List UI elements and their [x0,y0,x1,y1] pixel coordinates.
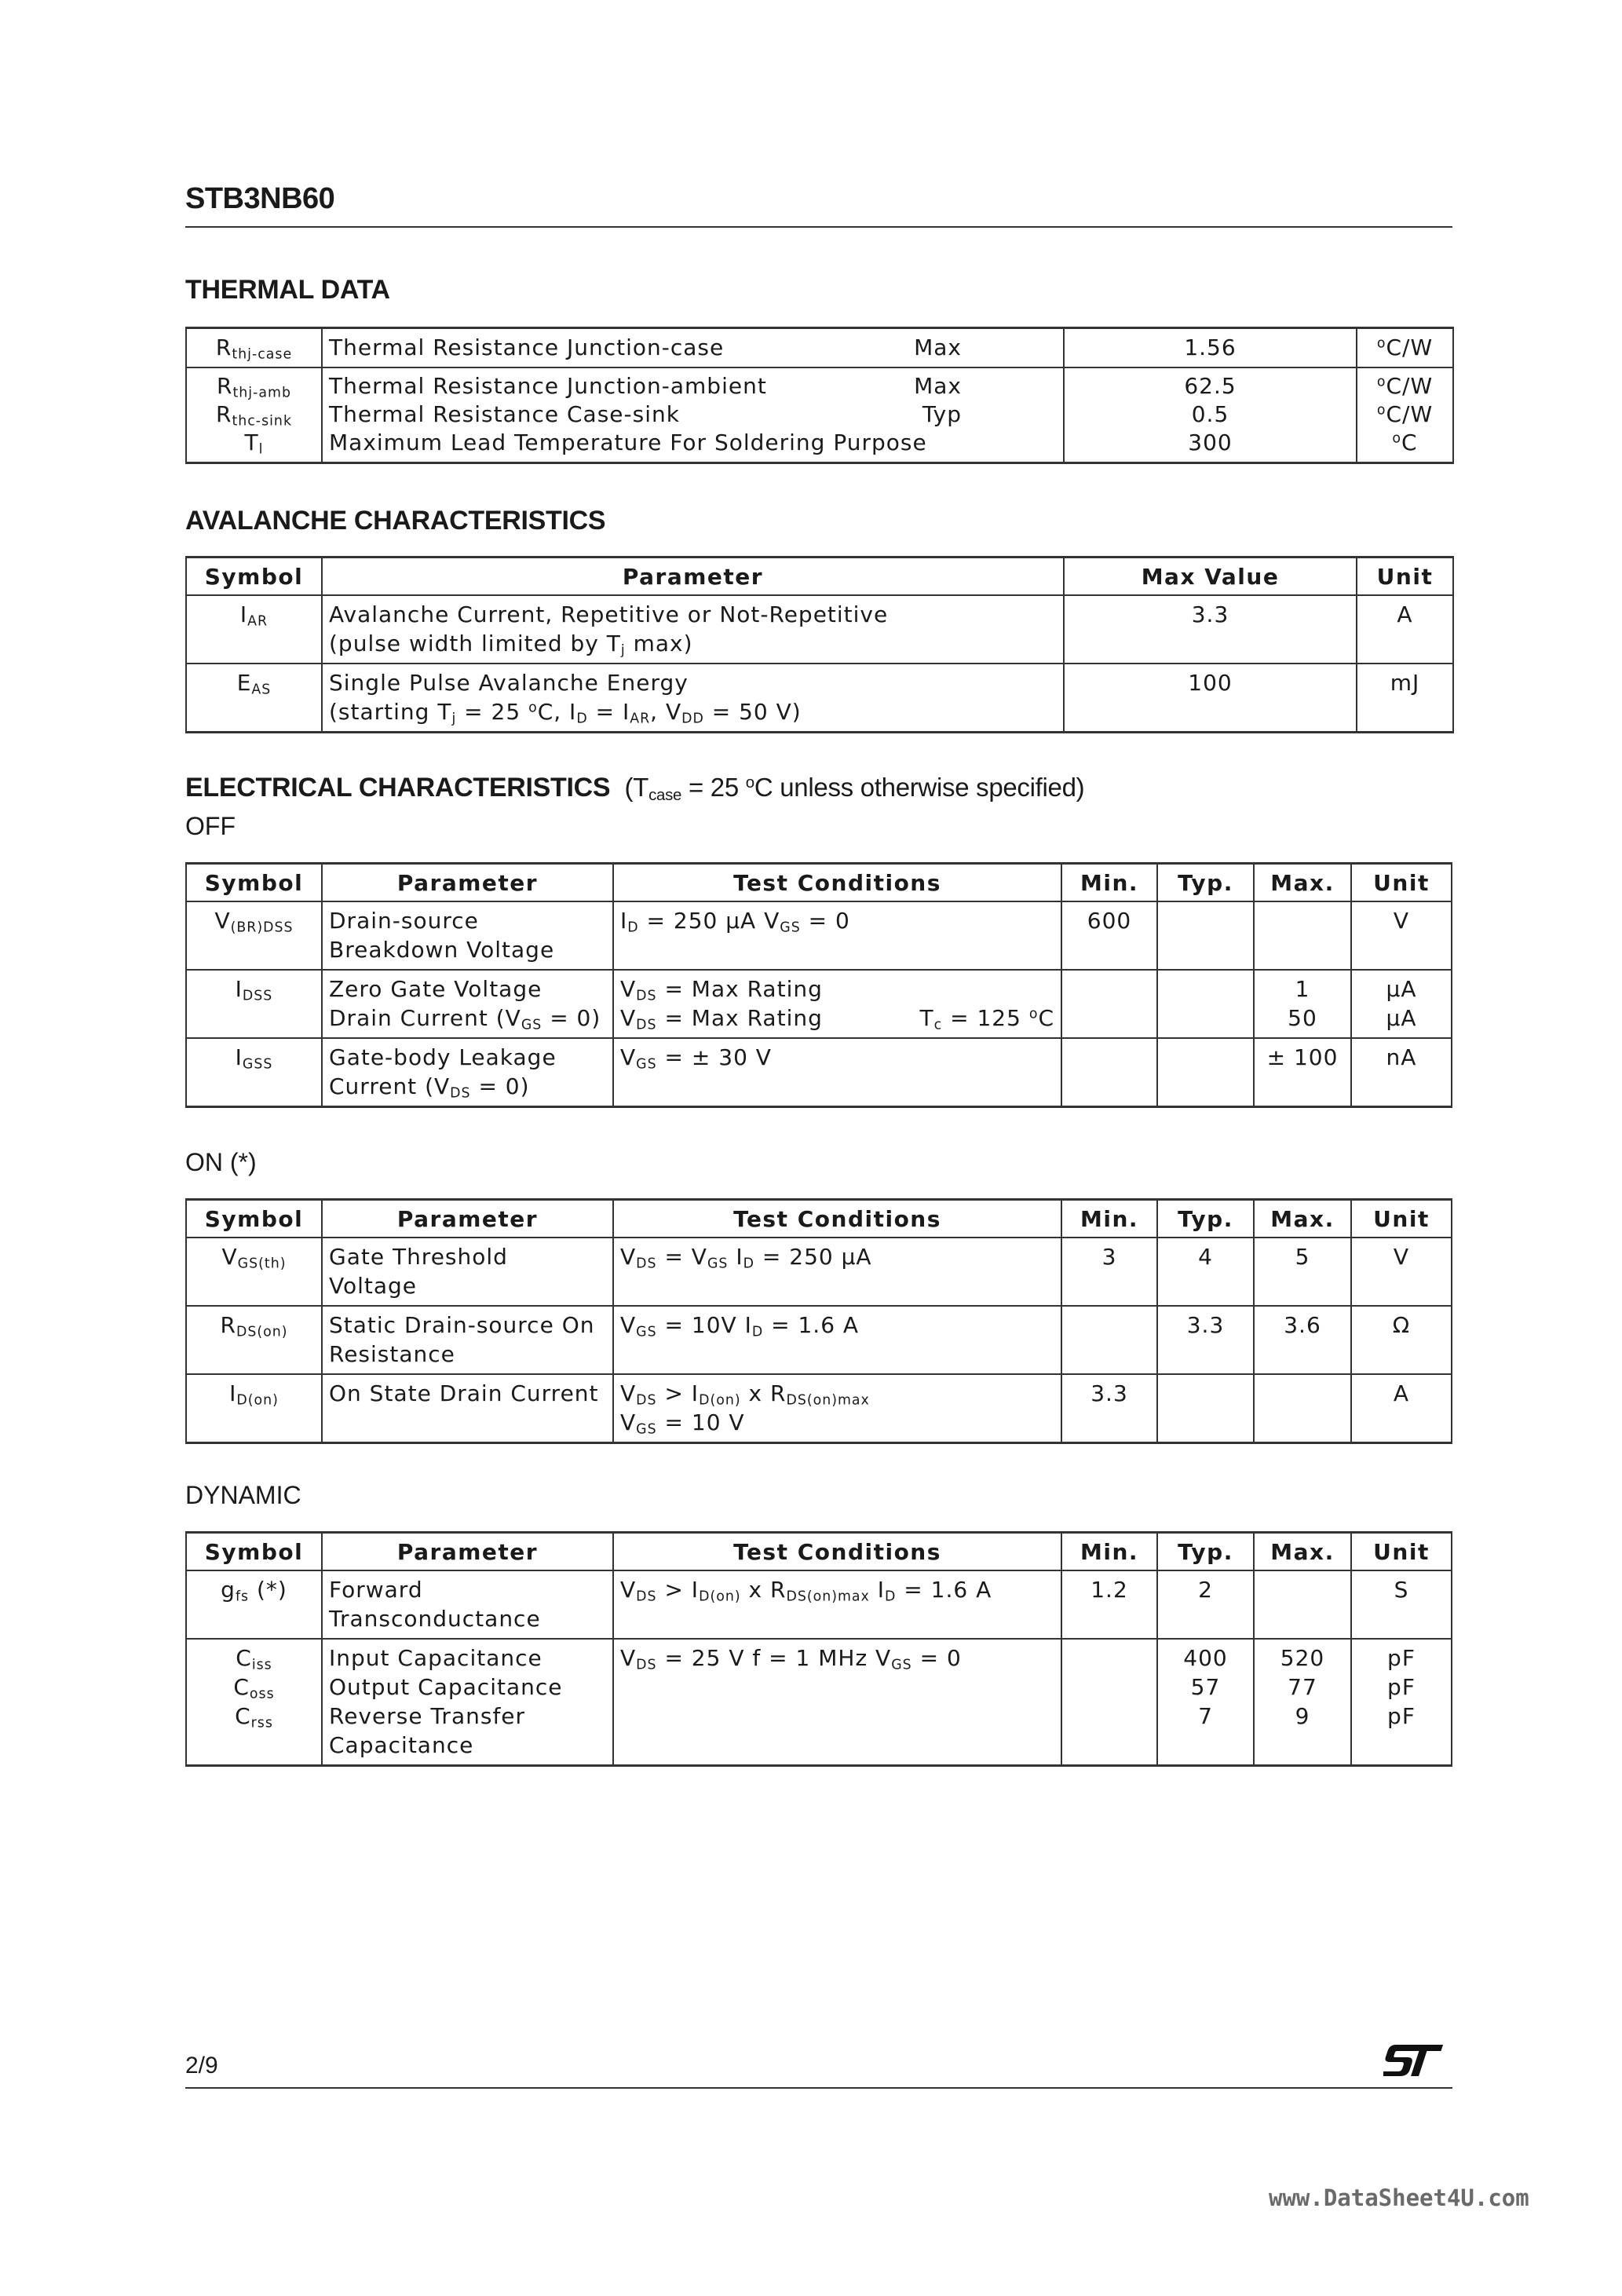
column-header: Min. [1061,864,1157,902]
unit-cell: Ω [1351,1306,1452,1374]
table-header-row [186,1533,1452,1571]
column-header: Min. [1061,1200,1157,1238]
symbol-cell: $I_{DSS}$ [186,970,322,1038]
dynamic-table [185,1531,1452,1767]
symbol-cell: $I_{AR}$ [186,595,322,664]
typ-cell: 4 [1157,1238,1254,1306]
on-table [185,1198,1452,1444]
column-header: Max Value [1064,558,1357,596]
column-header: Symbol [186,864,322,902]
table-header-row [186,558,1453,596]
min-cell [1061,1306,1157,1374]
parameter-cell: Static Drain-source On Resistance [322,1306,613,1374]
table-row [186,901,1452,970]
table-row [186,970,1452,1038]
document-title: STB3NB60 [185,182,335,215]
column-header: Max. [1254,1533,1351,1571]
table-row [186,328,1453,368]
max-cell [1254,1374,1351,1443]
column-header: Typ. [1157,1200,1254,1238]
table-row [186,1570,1452,1639]
min-cell: 1.2 [1061,1570,1157,1639]
symbol-cell: $C_{iss}$ $C_{oss}$ $C_{rss}$ [186,1639,322,1766]
min-cell [1061,970,1157,1038]
dynamic-title: DYNAMIC [185,1481,301,1509]
parameter-cell: Input Capacitance Output Capacitance Reverse Transfer Capacitance [322,1639,613,1766]
off-table [185,862,1452,1108]
table-row [186,595,1453,664]
test-conditions-cell: $V_{DS} = V_{GS}$ $I_D = 250$ µA [613,1238,1061,1306]
thermal-data-table [185,327,1454,464]
max-cell: 1 50 [1254,970,1351,1038]
st-logo-icon [1383,2040,1452,2085]
column-header: Test Conditions [613,1200,1061,1238]
unit-cell: $^o$C/W [1357,328,1453,368]
unit-cell: V [1351,1238,1452,1306]
test-conditions-cell: $V_{DS} = 25$ V f = 1 MHz $V_{GS} = 0$ [613,1639,1061,1766]
test-conditions-cell: $V_{GS}$ = ± 30 V [613,1038,1061,1107]
parameter-cell: Single Pulse Avalanche Energy (starting $T_j = 25$ $^o$C, $I_D = I_{AR}$, $V_{DD} = 50$ V) [322,664,1064,733]
table-row [186,1374,1452,1443]
table-header-row [186,1200,1452,1238]
column-header: Symbol [186,1533,322,1571]
parameter-cell: Forward Transconductance [322,1570,613,1639]
parameter-cell: Avalanche Current, Repetitive or Not-Repetitive (pulse width limited by $T_j$ max) [322,595,1064,664]
table-row [186,1639,1452,1766]
max-cell: 5 [1254,1238,1351,1306]
min-cell: 3.3 [1061,1374,1157,1443]
unit-cell: S [1351,1570,1452,1639]
parameter-cell: Zero Gate Voltage Drain Current $(V_{GS} = 0)$ [322,970,613,1038]
max-cell [1254,901,1351,970]
parameter-cell: Gate Threshold Voltage [322,1238,613,1306]
on-title: ON (*) [185,1148,257,1176]
typ-cell: 400 57 7 [1157,1639,1254,1766]
off-title: OFF [185,812,236,840]
test-conditions-cell: $V_{DS}$ = Max Rating $V_{DS}$ = Max Rating $T_c = 125$ $^o$C [613,970,1061,1038]
unit-cell: pF pF pF [1351,1639,1452,1766]
symbol-cell: $I_{GSS}$ [186,1038,322,1107]
column-header: Typ. [1157,1533,1254,1571]
max-cell: 3.6 [1254,1306,1351,1374]
column-header: Parameter [322,864,613,902]
test-conditions-cell: $V_{GS} = 10V$ $I_D = 1.6$ A [613,1306,1061,1374]
column-header: Parameter [322,1200,613,1238]
column-header: Unit [1351,864,1452,902]
min-cell [1061,1038,1157,1107]
max-cell [1254,1570,1351,1639]
table-row [186,367,1453,463]
electrical-title: ELECTRICAL CHARACTERISTICS ($T_{case} = 25$ $^o$C unless otherwise specified) [185,773,1085,805]
unit-cell: A [1357,595,1453,664]
parameter-cell: Thermal Resistance Junction-ambient Max Thermal Resistance Case-sink Typ Maximum Lead Temperature For Soldering Purpose [322,367,1064,463]
column-header: Unit [1351,1200,1452,1238]
column-header: Typ. [1157,864,1254,902]
max-cell: 520 77 9 [1254,1639,1351,1766]
table-row [186,1038,1452,1107]
page-number: 2/9 [185,2053,218,2078]
watermark-text: www.DataSheet4U.com [1269,2184,1529,2211]
test-conditions-cell: $I_D = 250$ µA $V_{GS} = 0$ [613,901,1061,970]
electrical-conditions: ($T_{case} = 25$ $^o$C unless otherwise specified) [624,773,1085,805]
unit-cell: $^o$C/W $^o$C/W $^o$C [1357,367,1453,463]
unit-cell: mJ [1357,664,1453,733]
symbol-cell: $R_{thj-case}$ [186,328,322,368]
symbol-cell: $R_{thj-amb}$ $R_{thc-sink}$ $T_l$ [186,367,322,463]
typ-cell: 3.3 [1157,1306,1254,1374]
table-header-row [186,864,1452,902]
column-header: Max. [1254,864,1351,902]
min-cell: 600 [1061,901,1157,970]
symbol-cell: $R_{DS(on)}$ [186,1306,322,1374]
parameter-cell: Thermal Resistance Junction-case Max [322,328,1064,368]
min-cell: 3 [1061,1238,1157,1306]
value-cell: 62.5 0.5 300 [1064,367,1357,463]
table-row [186,664,1453,733]
parameter-cell: Drain-source Breakdown Voltage [322,901,613,970]
typ-cell: 2 [1157,1570,1254,1639]
header-rule [185,226,1452,228]
column-header: Symbol [186,558,322,596]
column-header: Min. [1061,1533,1157,1571]
column-header: Parameter [322,1533,613,1571]
column-header: Max. [1254,1200,1351,1238]
thermal-data-title: THERMAL DATA [185,275,390,305]
typ-cell [1157,1374,1254,1443]
column-header: Unit [1357,558,1453,596]
value-cell: 3.3 [1064,595,1357,664]
table-row [186,1306,1452,1374]
symbol-cell: $g_{fs}$ (*) [186,1570,322,1639]
min-cell [1061,1639,1157,1766]
unit-cell: µA µA [1351,970,1452,1038]
column-header: Symbol [186,1200,322,1238]
symbol-cell: $V_{(BR)DSS}$ [186,901,322,970]
value-cell: 1.56 [1064,328,1357,368]
parameter-cell: Gate-body Leakage Current $(V_{DS} = 0)$ [322,1038,613,1107]
parameter-cell: On State Drain Current [322,1374,613,1443]
table-row [186,1238,1452,1306]
typ-cell [1157,901,1254,970]
avalanche-table [185,556,1454,733]
column-header: Test Conditions [613,1533,1061,1571]
typ-cell [1157,970,1254,1038]
max-cell: ± 100 [1254,1038,1351,1107]
unit-cell: nA [1351,1038,1452,1107]
unit-cell: A [1351,1374,1452,1443]
test-conditions-cell: $V_{DS} > I_{D(on)}$ x $R_{DS(on)max}$ $I_D = 1.6$ A [613,1570,1061,1639]
column-header: Parameter [322,558,1064,596]
symbol-cell: $I_{D(on)}$ [186,1374,322,1443]
typ-cell [1157,1038,1254,1107]
symbol-cell: $V_{GS(th)}$ [186,1238,322,1306]
avalanche-title: AVALANCHE CHARACTERISTICS [185,506,606,536]
symbol-cell: $E_{AS}$ [186,664,322,733]
column-header: Test Conditions [613,864,1061,902]
column-header: Unit [1351,1533,1452,1571]
value-cell: 100 [1064,664,1357,733]
unit-cell: V [1351,901,1452,970]
footer-rule [185,2087,1452,2089]
test-conditions-cell: $V_{DS} > I_{D(on)}$ x $R_{DS(on)max}$ $V_{GS} = 10$ V [613,1374,1061,1443]
